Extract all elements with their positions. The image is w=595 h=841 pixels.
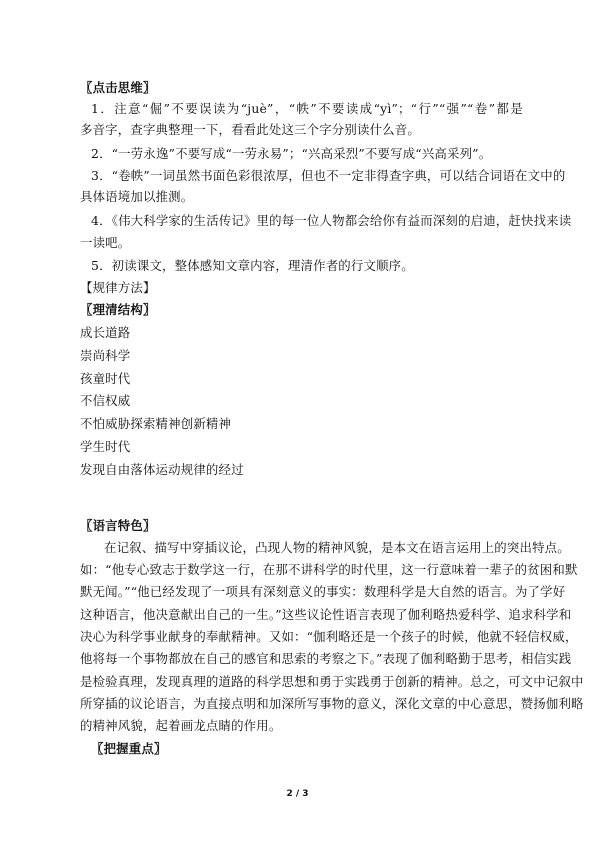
structure-item: 孩童时代 [80,371,131,386]
yuyan-paragraph-line: 是检验真理，发现真理的道路的科学思想和勇于实践勇于创新的精神。总之，可文中记叙中 [80,674,584,689]
structure-item: 成长道路 [80,325,131,340]
item-3-line-1: 3．“卷帙”一词虽然书面色彩很浓厚，但也不一定非得查字典，可以结合词语在文中的 [91,168,566,183]
yuyan-paragraph-line: 的精神风貌，起着画龙点睛的作用。 [80,718,282,733]
guilv-heading: 【规律方法】 [80,280,156,295]
yuyan-paragraph-line: 这种语言，他决意献出自己的一生。”这些议论性语言表现了伽利略热爱科学、追求科学和 [80,607,572,622]
structure-item: 崇尚科学 [80,348,131,363]
bawo-heading: 〖把握重点〗 [91,741,167,756]
item-1-line-2: 多音字，查字典整理一下，看看此处这三个字分别读什么音。 [80,122,420,137]
structure-item: 发现自由落体运动规律的经过 [80,462,244,477]
yuyan-paragraph-line: 所穿插的议论语言，为直接点明和加深所写事物的意义，深化文章的中心意思，赞扬伽利略 [80,696,584,711]
item-4-line-1: 4．《伟大科学家的生活传记》里的每一位人物都会给你有益而深刻的启迪，赶快找来读 [91,213,572,228]
structure-item: 不信权威 [80,393,131,408]
yuyan-paragraph-line: 他将每一个事物都放在自己的感官和思索的考察之下。”表现了伽利略勤于思考，相信实践 [80,651,572,666]
dianji-heading: 〖点击思维〗 [80,80,156,95]
yuyan-paragraph-line: 在记叙、描写中穿插议论，凸现人物的精神风貌，是本文在语言运用上的突出特点。 [104,540,570,555]
yuyan-heading: 〖语言特色〗 [80,518,156,533]
liqing-heading: 〖理清结构〗 [80,302,156,317]
yuyan-paragraph-line: 如：“他专心致志于数学这一行，在那不讲科学的时代里，这一行意味着一辈子的贫困和默 [80,562,578,577]
item-2: 2．“一劳永逸”不要写成“一劳永易”；“兴高采烈”不要写成“兴高采列”。 [91,146,492,161]
item-3-line-2: 具体语境加以推测。 [80,189,194,204]
item-5: 5．初读课文，整体感知文章内容，理清作者的行文顺序。 [91,258,414,273]
page-number: 2 / 3 [286,789,309,799]
yuyan-paragraph-line: 默无闻。”“他已经发现了一项具有深刻意义的事实：数理科学是大自然的语言。为了学好 [80,584,566,599]
item-1-line-1: 1．注意“倔”不要误读为“juè”，“帙”不要读成“yì”；“行”“强”“卷”都是 [91,101,523,116]
structure-item: 不怕威胁探索精神创新精神 [80,416,232,431]
yuyan-paragraph-line: 决心为科学事业献身的奉献精神。又如：“伽利略还是一个孩子的时候，他就不轻信权威， [80,629,578,644]
item-4-line-2: 一读吧。 [80,235,131,250]
structure-item: 学生时代 [80,439,131,454]
